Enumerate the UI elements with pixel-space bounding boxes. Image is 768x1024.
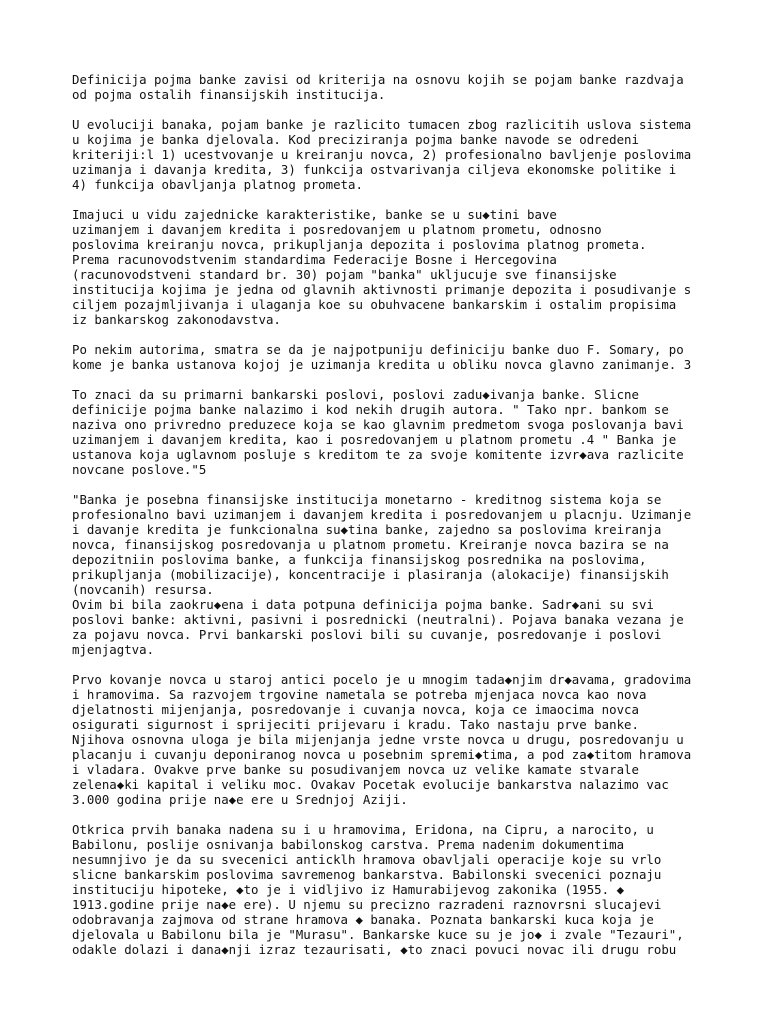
paragraph-evolution: U evoluciji banaka, pojam banke je razlicito tumacen zbog razlicitih uslova sistema u kojima je banka djelovala. Kod preciziranja pojma banke navode se odredeni kriteriji:l 1) ucestvovanje u kreiranju novca, 2) profesionalno bavljenje poslovima uzimanja i davanja kredita, 3) funkcija ostvarivanja ciljeva ekonomske politike i 4) funkcija obavljanja platnog prometa. <box>72 117 692 192</box>
paragraph-definition: Definicija pojma banke zavisi od kriterija na osnovu kojih se pojam banke razdvaja od pojma ostalih finansijskih institucija. <box>72 72 684 102</box>
paragraph-somary: Po nekim autorima, smatra se da je najpotpuniju definiciju banke duo F. Somary, po kome je banka ustanova kojoj je uzimanja kredita u obliku novca glavno zanimanje. 3 <box>72 342 692 372</box>
paragraph-primary-business: To znaci da su primarni bankarski poslovi, poslovi zadu◆ivanja banke. Slicne definicije pojma banke nalazimo i kod nekih drugih autora. " Tako npr. bankom se naziva ono privredno preduzece koja se kao glavnim predmetom svoga poslovanja bavi uzimanjem i davanjem kredita, kao i posredovanjem u platnom prometu .4 " Banka je ustanova koja uglavnom posluje s kreditom te za svoje komitente izvr◆ava razlicite novcane poslove."5 <box>72 387 684 477</box>
paragraph-complete-definition: Ovim bi bila zaokru◆ena i data potpuna definicija pojma banke. Sadr◆ani su svi poslovi banke: aktivni, pasivni i posrednicki (neutralni). Pojava banaka vezana je za pojavu novca. Prvi bankarski poslovi bili su cuvanje, posredovanje i poslovi mjenjagtva. <box>72 597 684 657</box>
paragraph-characteristics: Imajuci u vidu zajednicke karakteristike, banke se u su◆tini bave uzimanjem i davanjem kredita i posredovanjem u platnom prometu, odnosno poslovima kreiranju novca, prikupljanja depozita i poslovima platnog prometa. Prema racunovodstvenim standardima Federacije Bosne i Hercegovina (racunovodstveni standard br. 30) pojam "banka" ukljucuje sve finansijske institucija kojima je jedna od glavnih aktivnosti primanje depozita i posudivanje s ciljem pozajmljivanja i ulaganja koe su obuhvacene bankarskim i ostalim propisima iz bankarskog zakonodavstva. <box>72 207 692 327</box>
document-page <box>72 72 712 972</box>
paragraph-special-institution: "Banka je posebna finansijske institucija monetarno - kreditnog sistema koja se profesionalno bavi uzimanjem i davanjem kredita i posredovanjem u placnju. Uzimanje i davanje kredita je funkcionalna su◆tina banke, zajedno sa poslovima kreiranja novca, finansijskog posredovanja u platnom prometu. Kreiranje novca bazira se na depozitniin poslovima banke, a funkcija finansijskog posrednika na poslovima, prikupljanja (mobilizacije), koncentracije i plasiranja (alokacije) finansijskih (novcanih) resursa. <box>72 492 692 597</box>
paragraph-first-coinage: Prvo kovanje novca u staroj antici pocelo je u mnogim tada◆njim dr◆avama, gradovima i hramovima. Sa razvojem trgovine nametala se potreba mjenjaca novca kao nova djelatnosti mijenjanja, posredovanje i cuvanja novca, koja ce imaocima novca osigurati sigurnost i sprijeciti prijevaru i kradu. Tako nastaju prve banke. Njihova osnovna uloga je bila mijenjanja jedne vrste novca u drugu, posredovanju u placanju i cuvanju deponiranog novca u posebnim spremi◆tima, a pod za◆titom hramova i vladara. Ovakve prve banke su posudivanjem novca uz velike kamate stvarale zelena◆ki kapital i veliku moc. Ovakav Pocetak evolucije bankarstva nalazimo vac 3.000 godina prije na◆e ere u Srednjoj Aziji. <box>72 672 692 807</box>
paragraph-babylon: Otkrica prvih banaka nadena su i u hramovima, Eridona, na Cipru, a narocito, u Babilonu, poslije osnivanja babilonskog carstva. Prema nadenim dokumentima nesumnjivo je da su svecenici anticklh hramova obavljali operacije koje su vrlo slicne bankarskim poslovima savremenog bankarstva. Babilonski svecenici poznaju instituciju hipoteke, ◆to je i vidljivo iz Hamurabijevog zakonika (1955. ◆ 1913.godine prije na◆e ere). U njemu su precizno razradeni raznovrsni slucajevi odobravanja zajmova od strane hramova ◆ banaka. Poznata bankarski kuca koja je djelovala u Babilonu bila je "Murasu". Bankarske kuce su je jo◆ i zvale "Tezauri", odakle dolazi i dana◆nji izraz tezaurisati, ◆to znaci povuci novac ili drugu robu <box>72 822 684 957</box>
